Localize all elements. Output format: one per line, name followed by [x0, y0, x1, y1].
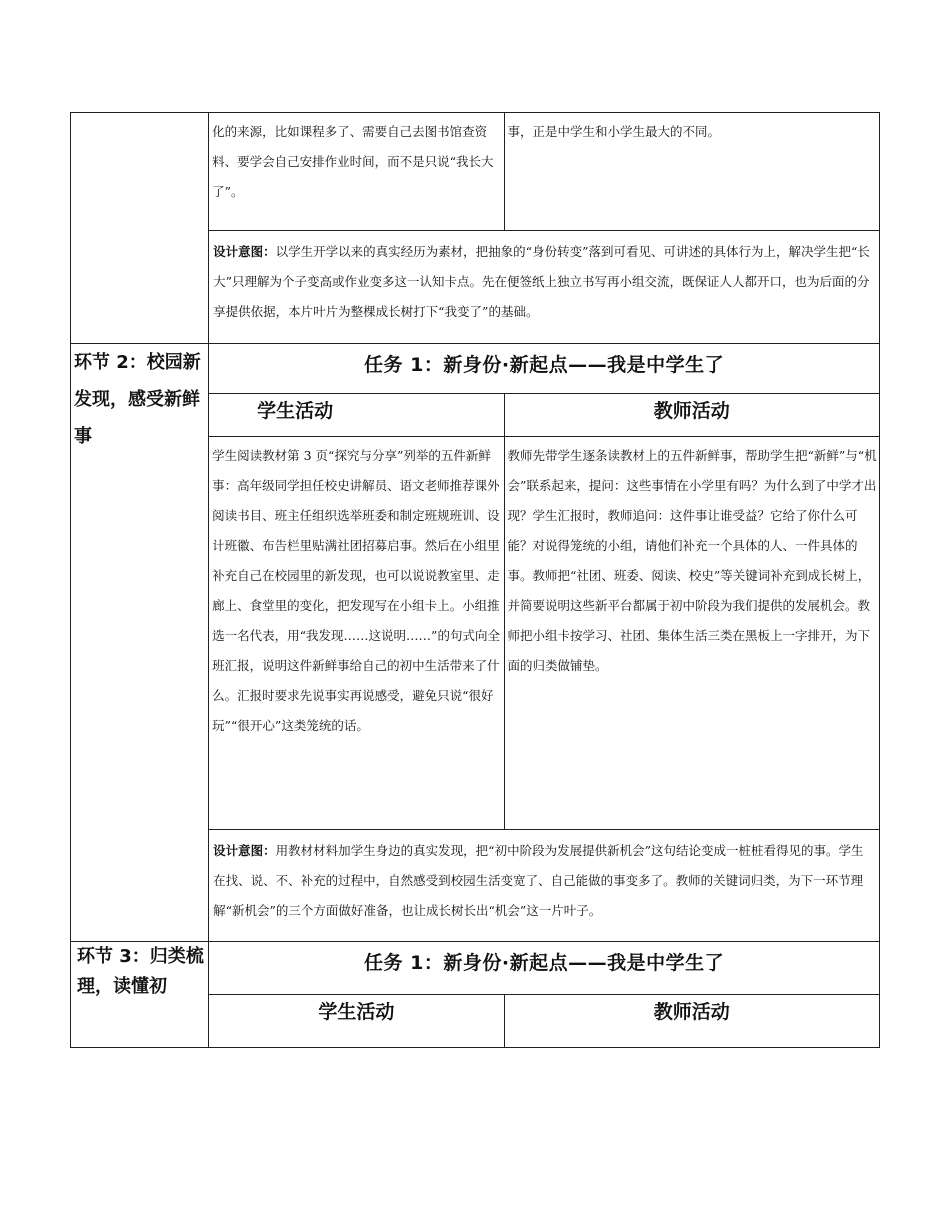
- section2-stage-title: 环节 2：校园新发现，感受新鲜事: [74, 352, 201, 447]
- design-intent-label: 设计意图：: [213, 244, 276, 259]
- section2-design-intent: [209, 830, 879, 932]
- continued-design-cell: [209, 231, 880, 344]
- continued-stage-cell: [71, 113, 209, 344]
- section3-student-head: 学生活动: [318, 1001, 395, 1023]
- section2-teacher-head: 教师活动: [653, 400, 730, 422]
- continued-student-text: 化的来源，比如课程多了、需要自己去图书馆查资料、要学会自己安排作业时间，而不是只说“我长大了”。: [212, 124, 494, 199]
- section3-task-cell: [209, 942, 880, 995]
- continued-student-cell: [209, 113, 504, 231]
- design-intent-label: 设计意图：: [213, 843, 276, 858]
- continued-teacher-cell: [504, 113, 879, 231]
- continued-activity-row: [71, 113, 880, 231]
- section3-student-head-cell: [209, 995, 504, 1048]
- section2-task-row: [71, 344, 880, 394]
- section2-student-head: 学生活动: [257, 400, 334, 422]
- section2-teacher-head-cell: [504, 394, 879, 437]
- section3-teacher-head-cell: [504, 995, 879, 1048]
- section2-teacher-text: 教师先带学生逐条读教材上的五件新鲜事，帮助学生把“新鲜”与“机会”联系起来，提问：这些事情在小学里有吗？为什么到了中学才出现？学生汇报时，教师追问：这件事让谁受益？它给了你什么可能？对说得笼统的小组，请他们补充一个具体的人、一件具体的事。教师把“社团、班委、阅读、校史”等关键词补充到成长树上，并简要说明这些新平台都属于初中阶段为我们提供的发展机会。教师把小组卡按学习、社团、集体生活三类在黑板上一字排开，为下面的归类做铺垫。: [507, 448, 877, 673]
- section2-design-cell: [209, 830, 880, 942]
- section3-task-row: [71, 942, 880, 995]
- section3-task-title: 任务 1：新身份·新起点——我是中学生了: [364, 952, 725, 974]
- section2-stage-cell: [71, 344, 209, 942]
- section2-student-text: 学生阅读教材第 3 页“探究与分享”列举的五件新鲜事：高年级同学担任校史讲解员、语文老师推荐课外阅读书目、班主任组织选举班委和制定班规班训、设计班徽、布告栏里贴满社团招募启事。然后在小组里补充自己在校园里的新发现，也可以说说教室里、走廊上、食堂里的变化，把发现写在小组卡上。小组推选一名代表，用“我发现……这说明……”的句式向全班汇报，说明这件新鲜事给自己的初中生活带来了什么。汇报时要求先说事实再说感受，避免只说“很好玩”“很开心”这类笼统的话。: [212, 448, 500, 733]
- section2-task-cell: [209, 344, 880, 394]
- section2-student-cell: [209, 437, 504, 830]
- section2-teacher-cell: [504, 437, 879, 830]
- design-intent-text: 以学生开学以来的真实经历为素材，把抽象的“身份转变”落到可看见、可讲述的具体行为上，解决学生把“长大”只理解为个子变高或作业变多这一认知卡点。先在便签纸上独立书写再小组交流，既保证人人都开口，也为后面的分享提供依据，本片叶片为整棵成长树打下“我变了”的基础。: [213, 244, 870, 319]
- design-intent-text: 用教材材料加学生身边的真实发现，把“初中阶段为发展提供新机会”这句结论变成一桩桩看得见的事。学生在找、说、不、补充的过程中，自然感受到校园生活变宽了、自己能做的事变多了。教师的关键词归类，为下一环节理解“新机会”的三个方面做好准备，也让成长树长出“机会”这一片叶子。: [213, 843, 864, 918]
- section3-stage-cell: [71, 942, 209, 1048]
- continued-design-intent: [209, 231, 879, 333]
- continued-teacher-text: 事，正是中学生和小学生最大的不同。: [507, 124, 721, 139]
- section3-stage-title: 环节 3：归类梳理，读懂初: [77, 946, 204, 997]
- section2-task-title: 任务 1：新身份·新起点——我是中学生了: [364, 354, 725, 376]
- section3-teacher-head: 教师活动: [653, 1001, 730, 1023]
- lesson-plan-table: [70, 112, 880, 1048]
- section2-student-head-cell: [209, 394, 504, 437]
